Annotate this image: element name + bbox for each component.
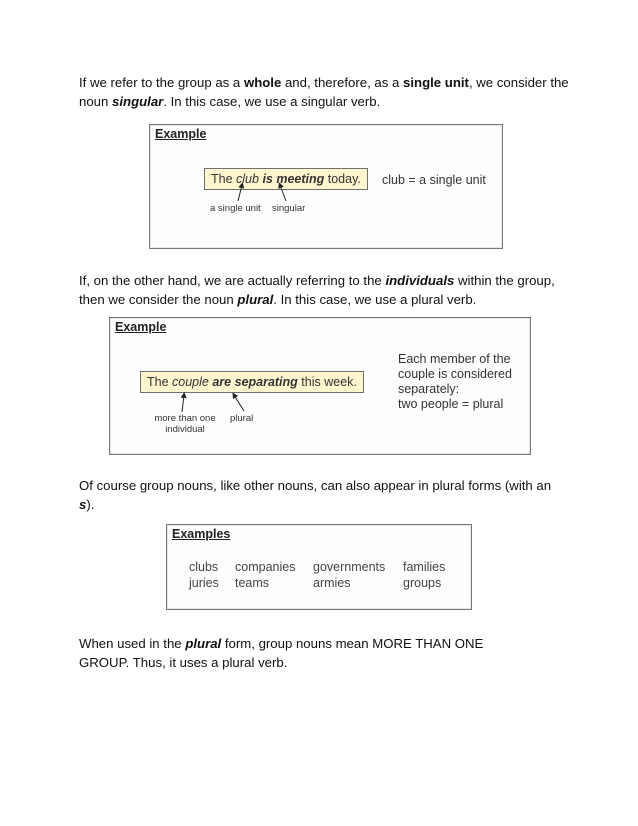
arrow-icon xyxy=(150,125,502,248)
paragraph-singular: If we refer to the group as a whole and, therefore, as a single unit, we consider the noun singular. In this case, we use a singular verb. xyxy=(79,75,569,109)
example-word: armies xyxy=(313,576,351,590)
example-note: club = a single unit xyxy=(382,173,486,187)
example-sentence: The couple are separating this week. xyxy=(140,371,364,393)
example-word: juries xyxy=(189,576,219,590)
example-box-plural xyxy=(109,317,531,455)
example-note: Each member of the couple is considered separately: two people = plural xyxy=(398,352,512,411)
example-word: companies xyxy=(235,560,296,574)
paragraph-plural: If, on the other hand, we are actually referring to the individuals within the group, then we consider the noun plural. In this case, we use a plural verb. xyxy=(79,273,555,307)
label-more-than-one: more than one individual xyxy=(154,413,216,435)
example-word: teams xyxy=(235,576,270,590)
example-word: governments xyxy=(313,560,386,574)
label-single-unit: a single unit xyxy=(210,203,261,214)
example-title: Example xyxy=(155,127,207,141)
label-plural: plural xyxy=(230,413,254,424)
example-sentence: The club is meeting today. xyxy=(204,168,368,190)
example-word: groups xyxy=(403,576,442,590)
example-word: families xyxy=(403,560,446,574)
example-title: Example xyxy=(115,320,167,334)
paragraph-plural-meaning: When used in the plural form, group nouns mean MORE THAN ONE GROUP. Thus, it uses a plural verb. xyxy=(79,636,484,670)
example-word: clubs xyxy=(189,560,219,574)
example-title: Examples xyxy=(172,527,231,541)
example-box-plural-forms xyxy=(166,524,472,610)
paragraph-plural-forms: Of course group nouns, like other nouns, can also appear in plural forms (with an s). xyxy=(79,478,552,512)
arrow-icon xyxy=(110,318,530,454)
example-box-singular xyxy=(149,124,503,249)
label-singular: singular xyxy=(272,203,306,214)
